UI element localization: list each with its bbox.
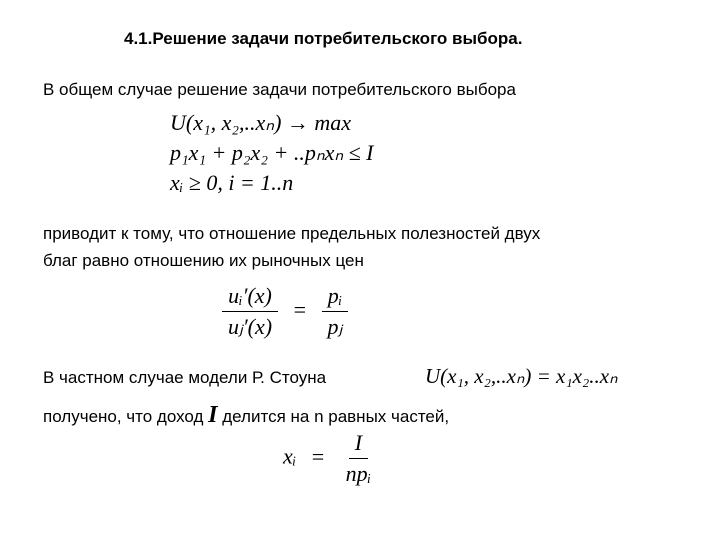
result-text-line-2: благ равно отношению их рыночных цен xyxy=(43,251,364,270)
income-text-before: получено, что доход xyxy=(43,407,204,426)
stone-model-text: В частном случае модели Р. Стоуна xyxy=(43,368,327,387)
income-division-text xyxy=(43,402,449,429)
utility-fraction xyxy=(222,283,278,340)
intro-text: В общем случае решение задачи потребительского выбора xyxy=(43,80,516,99)
result-text-line-1: приводит к тому, что отношение предельных полезностей двух xyxy=(43,224,541,243)
income-symbol: I xyxy=(208,402,218,428)
utility-denominator: uⱼ′(x) xyxy=(228,314,273,339)
system-line-budget xyxy=(170,140,374,166)
system-line-nonnegativity xyxy=(170,170,293,196)
system-line-objective xyxy=(170,110,351,136)
share-equals-sign: = xyxy=(311,443,325,469)
equal-share-formula xyxy=(283,430,377,487)
share-lhs: xᵢ xyxy=(283,443,297,469)
price-numerator: pᵢ xyxy=(322,283,348,312)
slide-title: 4.1.Решение задачи потребительского выбора. xyxy=(124,29,523,48)
budget-expression: p₁x₁ + p₂x₂ + ..pₙxₙ ≤ I xyxy=(170,140,374,165)
price-fraction xyxy=(322,283,349,340)
nonnegativity-expression: xᵢ ≥ 0, i = 1..n xyxy=(170,170,294,195)
income-text-after: делится на n равных частей, xyxy=(222,407,450,426)
equals-sign: = xyxy=(293,296,306,322)
utility-numerator: uᵢ′(x) xyxy=(222,283,278,312)
price-denominator: pⱼ xyxy=(327,314,343,339)
share-denominator: npᵢ xyxy=(345,461,372,486)
share-numerator: I xyxy=(349,430,368,459)
marginal-utility-ratio-formula xyxy=(222,283,348,340)
stone-utility-formula: U(x₁, x₂,..xₙ) = x₁x₂..xₙ xyxy=(425,364,618,388)
objective-expression: U(x₁, x₂,..xₙ) → max xyxy=(170,110,352,135)
share-fraction xyxy=(340,430,377,487)
